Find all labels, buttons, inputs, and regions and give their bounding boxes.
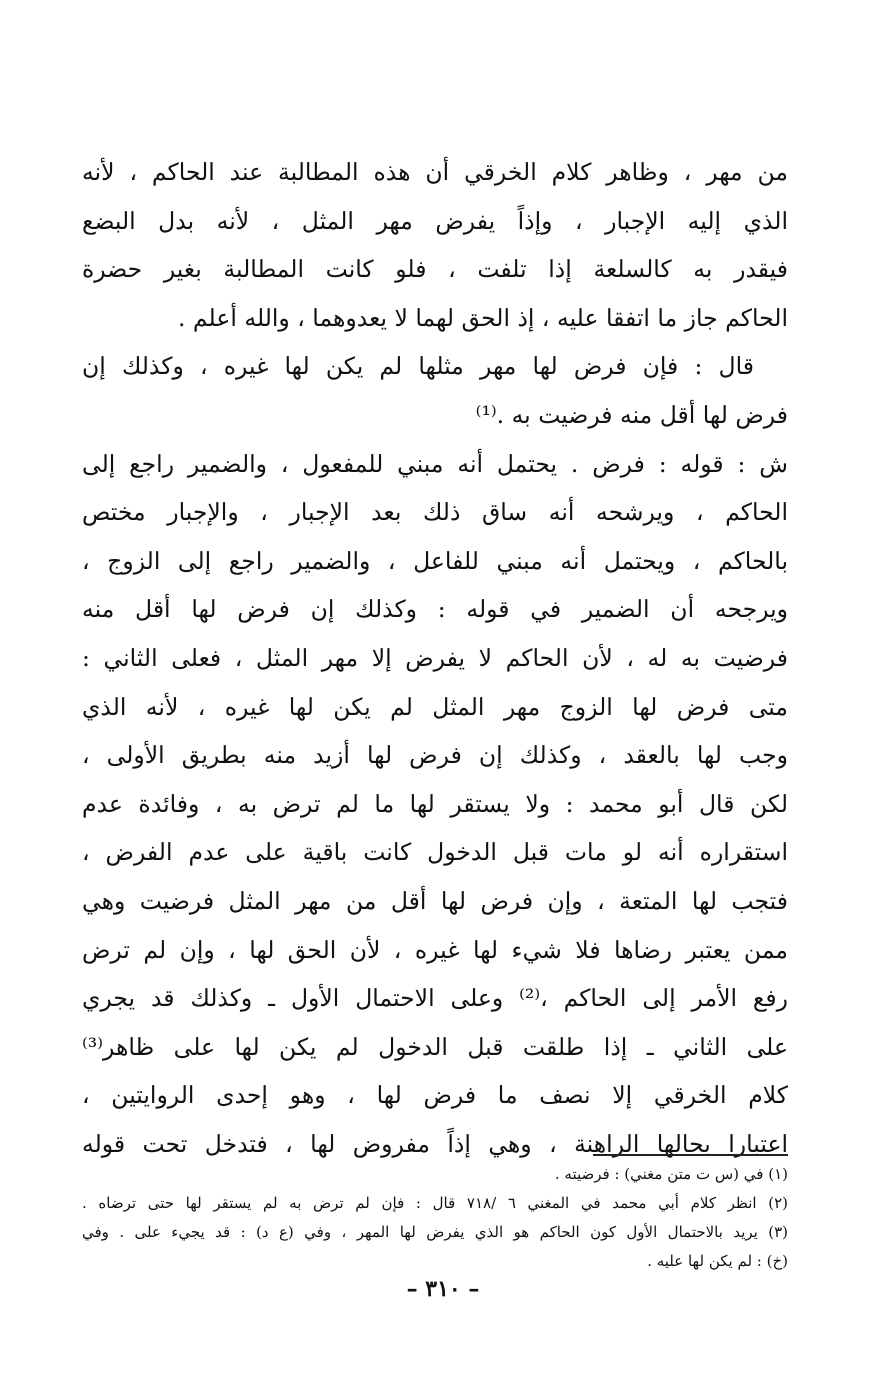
text-line: الحاكم ، ويرشحه أنه ساق ذلك بعد الإجبار ، والإجبار مختص <box>82 498 788 527</box>
text-line: قال : فإن فرض لها مهر مثلها لم يكن لها غيره ، وكذلك إن <box>82 352 754 381</box>
footnote-line: (١) في (س ت متن مغني) : فرضيته . <box>554 1165 788 1183</box>
text-line: من مهر ، وظاهر كلام الخرقي أن هذه المطالبة عند الحاكم ، لأنه <box>82 158 788 186</box>
text-line: وجب لها بالعقد ، وكذلك إن فرض لها أزيد منه بطريق الأولى ، <box>82 741 788 770</box>
text-line: فتجب لها المتعة ، وإن فرض لها أقل من مهر المثل فرضيت وهي <box>82 886 788 915</box>
text-line: متى فرض لها الزوج مهر المثل لم يكن لها غيره ، لأنه الذي <box>82 692 788 721</box>
text-line: الذي إليه الإجبار ، وإذاً يفرض مهر المثل ، لأنه بدل البضع <box>82 206 788 235</box>
text-line: الحاكم جاز ما اتفقا عليه ، إذ الحق لهما لا يعدوهما ، والله أعلم . <box>177 303 788 332</box>
text-line: ش : قوله : فرض . يحتمل أنه مبني للمفعول ، والضمير راجع إلى <box>82 449 788 478</box>
text-line: ممن يعتبر رضاها فلا شيء لها غيره ، لأن الحق لها ، وإن لم ترض <box>82 935 788 964</box>
text-line: استقراره أنه لو مات قبل الدخول كانت باقية على عدم الفرض ، <box>82 838 788 867</box>
text-line: فرض لها أقل منه فرضيت به .⁽¹⁾ <box>475 400 788 429</box>
text-line: لكن قال أبو محمد : ولا يستقر لها ما لم ترض به ، وفائدة عدم <box>82 789 788 818</box>
text-line: فيقدر به كالسلعة إذا تلفت ، فلو كانت المطالبة بغير حضرة <box>82 255 788 284</box>
text-line: اعتبارا بحالها الراهنة ، وهي إذاً مفروض لها ، فتدخل تحت قوله <box>82 1129 788 1158</box>
page-number: – ٣١٠ – <box>406 1276 480 1302</box>
text-line: رفع الأمر إلى الحاكم ،⁽²⁾ وعلى الاحتمال الأول ـ وكذلك قد يجري <box>82 984 788 1013</box>
footnote-line: (٢) انظر كلام أبي محمد في المغني ٦ /٧١٨ قال : فإن لم ترض به لم يستقر لها حتى ترضاه . <box>82 1194 788 1212</box>
footnote-line: (خ) : لم يكن لها عليه . <box>647 1252 788 1270</box>
footnote-divider <box>593 1154 788 1156</box>
main-text-block <box>82 148 788 1168</box>
text-line: ويرجحه أن الضمير في قوله : وكذلك إن فرض لها أقل منه <box>82 595 788 624</box>
footnotes-block <box>82 1160 788 1276</box>
text-line: على الثاني ـ إذا طلقت قبل الدخول لم يكن لها على ظاهر⁽³⁾ <box>82 1032 788 1061</box>
text-line: بالحاكم ، ويحتمل أنه مبني للفاعل ، والضمير راجع إلى الزوج ، <box>82 546 788 575</box>
footnote-line: (٣) يريد بالاحتمال الأول كون الحاكم هو الذي يفرض لها المهر ، وفي (ع د) : قد يجيء على . وفي <box>82 1223 788 1241</box>
text-line: فرضيت به له ، لأن الحاكم لا يفرض إلا مهر المثل ، فعلى الثاني : <box>82 643 788 672</box>
text-line: كلام الخرقي إلا نصف ما فرض لها ، وهو إحدى الروايتين ، <box>82 1081 788 1110</box>
